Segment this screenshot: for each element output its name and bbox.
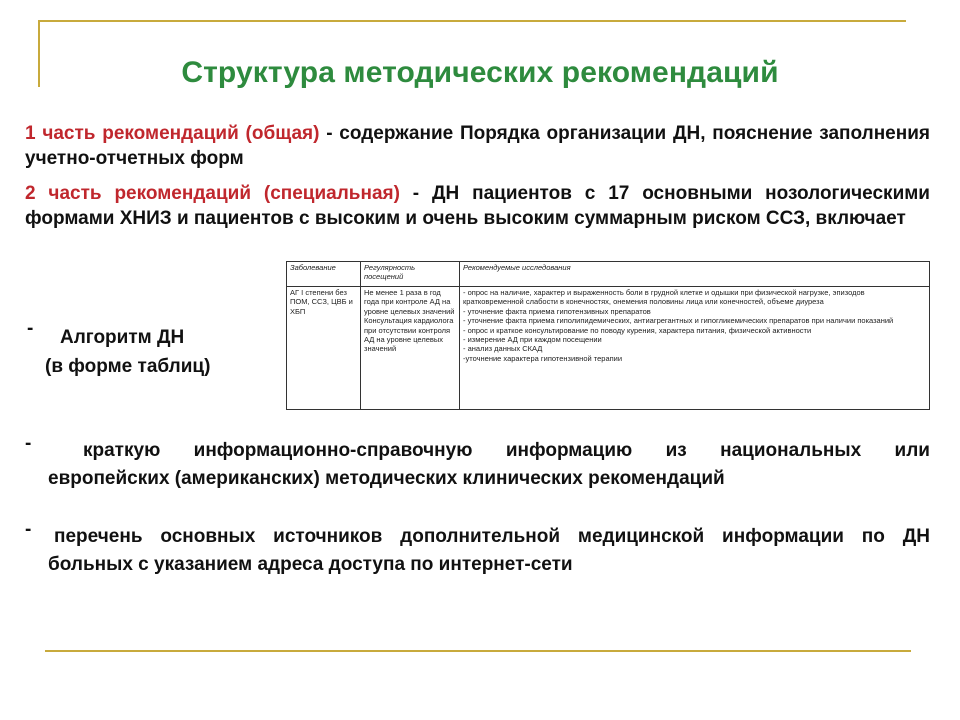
frame-bottom-line xyxy=(45,650,911,652)
study-item: -уточнение характера гипотензивной терапии xyxy=(463,353,623,363)
algorithm-dash: - xyxy=(27,318,34,339)
study-item: - уточнение факта приема гиполипидемических, антиагрегантных и гипогликемических препаратов при наличии показаний xyxy=(463,316,894,326)
table-header-disease: Заболевание xyxy=(287,262,361,287)
table-cell-regularity: Не менее 1 раза в год года при контроле АД на уровне целевых значений Консультация кардиолога при отсутствии контроля АД на уровне целевых значений xyxy=(361,287,460,410)
table-cell-disease: АГ I степени без ПОМ, ССЗ, ЦВБ и ХБП xyxy=(287,287,361,410)
part1-label: 1 часть рекомендаций (общая) xyxy=(25,123,320,144)
study-item: - опрос и краткое консультирование по поводу курения, характера питания, физической активности xyxy=(463,325,812,335)
table-row xyxy=(287,287,930,410)
bullet2-line1: краткую информационно-справочную информацию из национальных или xyxy=(83,440,930,461)
example-table xyxy=(286,261,930,410)
study-item: - анализ данных СКАД xyxy=(463,344,543,354)
part1-paragraph xyxy=(25,121,930,171)
bullet2-line2: европейских (американских) методических клинических рекомендаций xyxy=(48,468,725,489)
part2-paragraph xyxy=(25,181,930,231)
frame-top-line xyxy=(38,20,906,22)
table-header-studies: Рекомендуемые исследования xyxy=(460,262,930,287)
bullet3-line2: больных с указанием адреса доступа по интернет-сети xyxy=(48,554,573,575)
algorithm-line2: (в форме таблиц) xyxy=(45,356,211,377)
bullet3-line1: перечень основных источников дополнительной медицинской информации по ДН xyxy=(54,526,930,547)
part2-label: 2 часть рекомендаций (специальная) xyxy=(25,183,400,204)
bullet3-dash: - xyxy=(25,519,32,540)
table-header-regularity: Регулярность посещений xyxy=(361,262,460,287)
slide-title: Структура методических рекомендаций xyxy=(181,56,779,89)
part2-text: - ДН пациентов с 17 основными нозологическими формами ХНИЗ и пациентов с высоким и очень высоким суммарным риском ССЗ, включает xyxy=(25,183,930,229)
bullet2-item xyxy=(48,437,930,493)
study-item: - уточнение факта приема гипотензивных препаратов xyxy=(463,306,651,316)
study-item: - измерение АД при каждом посещении xyxy=(463,335,602,345)
table-cell-studies xyxy=(460,287,930,410)
part1-text: - содержание Порядка организации ДН, пояснение заполнения учетно-отчетных форм xyxy=(25,123,930,169)
bullet3-item xyxy=(48,523,930,579)
bullet2-dash: - xyxy=(25,433,32,454)
study-item: - опрос на наличие, характер и выраженность боли в грудной клетке и одышки при физической нагрузке, эпизодов кратковременной слабости в конечностях, онемения половины лица или конечностей, объеме диуреза xyxy=(463,288,865,307)
algorithm-item xyxy=(45,323,210,381)
algorithm-line1: Алгоритм ДН xyxy=(60,327,185,348)
table-header-row xyxy=(287,262,930,287)
